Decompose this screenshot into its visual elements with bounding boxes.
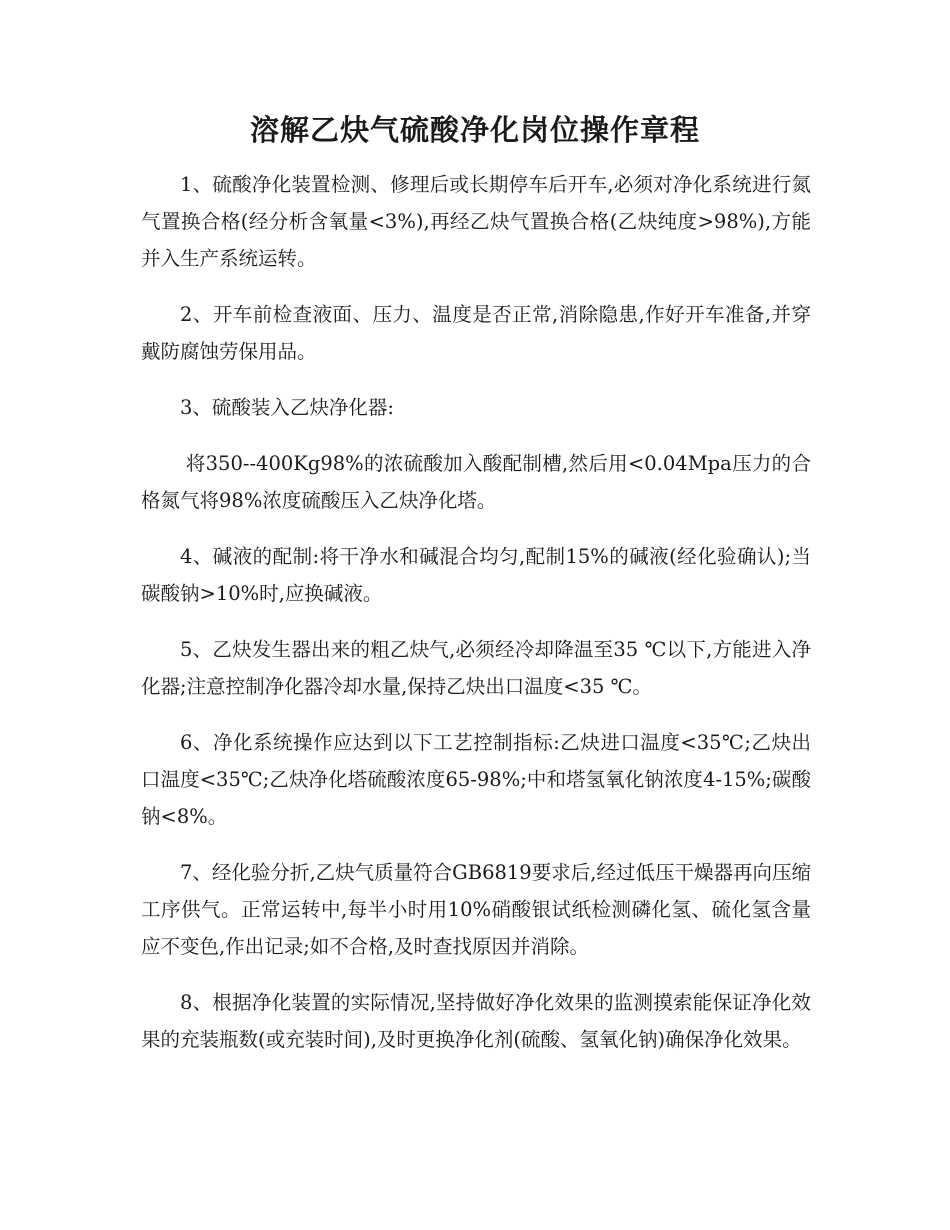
paragraph-6: 6、净化系统操作应达到以下工艺控制指标:乙炔进口温度<35℃;乙炔出口温度<35℃;乙炔净化塔硫酸浓度65-98%;中和塔氢氧化钠浓度4-15%;碳酸钠<8%。 [141,731,811,828]
paragraph-8: 8、根据净化装置的实际情况,坚持做好净化效果的监测摸索能保证净化效果的充装瓶数(或充装时间),及时更换净化剂(硫酸、氢氧化钠)确保净化效果。 [141,991,811,1051]
paragraph-1: 1、硫酸净化装置检测、修理后或长期停车后开车,必须对净化系统进行氮气置换合格(经分析含氧量<3%),再经乙炔气置换合格(乙炔纯度>98%),方能并入生产系统运转。 [141,173,811,270]
document-title: 溶解乙炔气硫酸净化岗位操作章程 [249,113,700,147]
document-body [141,166,811,1077]
paragraph-5: 5、乙炔发生器出来的粗乙炔气,必须经冷却降温至35 ℃以下,方能进入净化器;注意控制净化器冷却水量,保持乙炔出口温度<35 ℃。 [141,638,811,698]
paragraph-2: 2、开车前检查液面、压力、温度是否正常,消除隐患,作好开车准备,并穿戴防腐蚀劳保用品。 [141,303,811,363]
paragraph-3-detail: 将350--400Kg98%的浓硫酸加入酸配制槽,然后用<0.04Mpa压力的合格氮气将98%浓度硫酸压入乙炔净化塔。 [141,452,811,512]
paragraph-4: 4、碱液的配制:将干净水和碱混合均匀,配制15%的碱液(经化验确认);当碳酸钠>10%时,应换碱液。 [141,545,811,605]
paragraph-7: 7、经化验分折,乙炔气质量符合GB6819要求后,经过低压干燥器再向压缩工序供气。正常运转中,每半小时用10%硝酸银试纸检测磷化氢、硫化氢含量应不变色,作出记录;如不合格,及时查找原因并消除。 [141,861,811,958]
paragraph-3: 3、硫酸装入乙炔净化器: [180,396,394,419]
